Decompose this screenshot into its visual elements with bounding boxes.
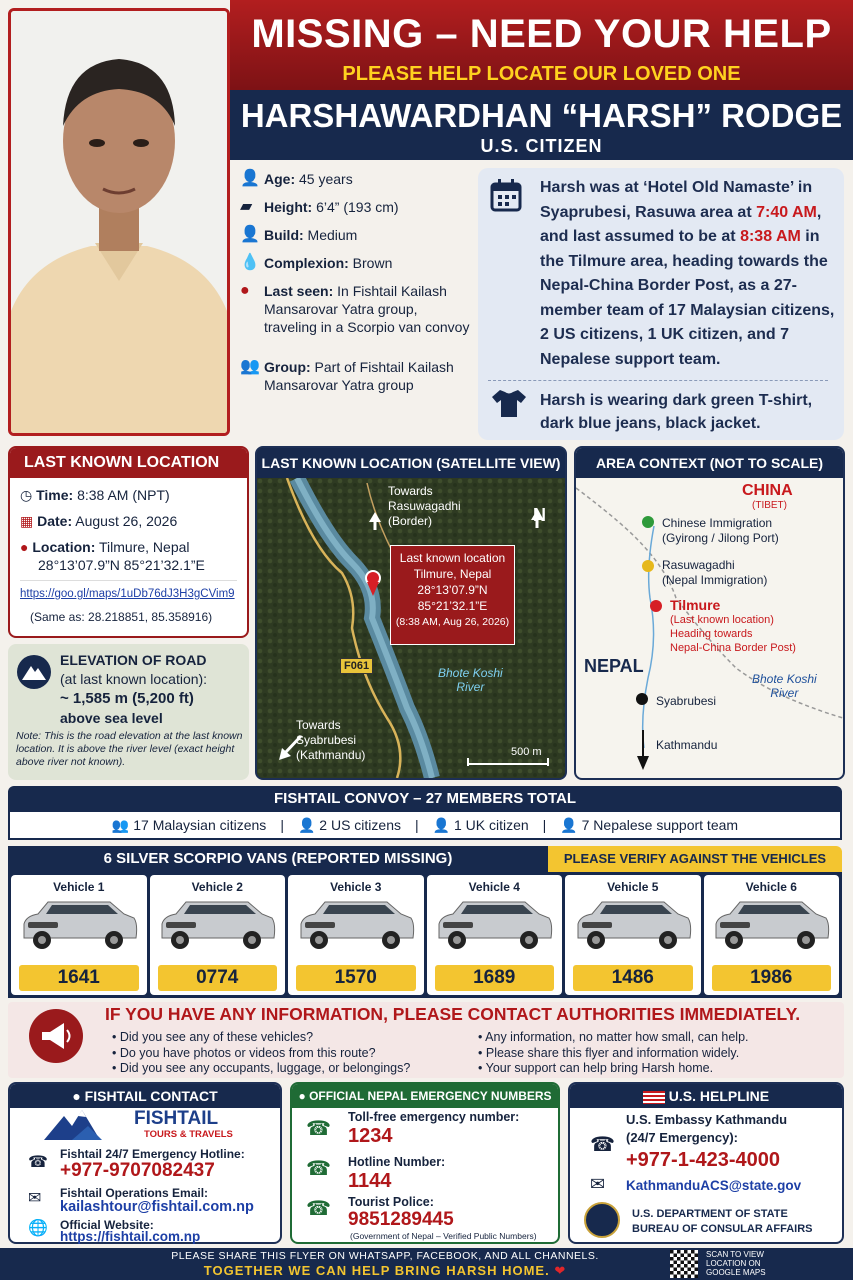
plate-badge: 1570 — [296, 965, 416, 991]
person-icon: 👤 — [240, 170, 260, 187]
cta-item: • Do you have photos or videos from this route? — [112, 1045, 376, 1060]
phone-icon: ☎ — [28, 1154, 48, 1171]
megaphone-icon — [28, 1008, 84, 1064]
person-icon: 👤 — [297, 816, 316, 833]
story-time: 7:40 AM — [756, 203, 817, 221]
person-icon: 👤 — [560, 816, 578, 833]
point-label: Tilmure (Last known location) Heading towards Nepal-China Border Post) — [670, 597, 796, 654]
time-label: Time: — [36, 487, 74, 503]
convoy-item: 👤 7 Nepalese support team — [560, 816, 739, 833]
vehicle-label: Vehicle 1 — [53, 880, 105, 894]
detail-label: Last seen: — [264, 283, 334, 299]
citizenship: U.S. CITIZEN — [480, 136, 603, 156]
detail-last-seen — [240, 282, 472, 358]
suv-icon — [152, 894, 282, 956]
phone-icon: ☎ — [306, 1118, 331, 1140]
detail-build — [240, 226, 472, 254]
email-label: Fishtail Operations Email: — [60, 1186, 209, 1200]
n3-number[interactable]: 9851289445 — [348, 1209, 454, 1230]
convoy-title: FISHTAIL CONVOY – 27 MEMBERS TOTAL — [8, 786, 842, 812]
us-title: U.S. HELPLINE — [570, 1084, 842, 1108]
n3-label: Tourist Police: — [348, 1195, 434, 1209]
elevation-value: ~ 1,585 m (5,200 ft) — [60, 690, 194, 707]
convoy-items — [8, 812, 842, 840]
detail-label: Height: — [264, 199, 313, 215]
detail-value: 45 years — [299, 171, 353, 187]
mail-icon: ✉ — [590, 1174, 606, 1194]
vehicle-label: Vehicle 3 — [330, 880, 382, 894]
detail-value: Medium — [307, 227, 358, 243]
vehicle-label: Vehicle 2 — [191, 880, 243, 894]
clock-icon: ◷ — [20, 487, 33, 503]
plate-badge: 0774 — [158, 965, 278, 991]
person-icon: 👤 — [432, 816, 451, 833]
point-label: Kathmandu — [656, 738, 718, 752]
mail-icon: ✉ — [28, 1190, 42, 1207]
phone-icon: ☎ — [306, 1158, 331, 1180]
verify-badge: PLEASE VERIFY AGAINST THE VEHICLES — [548, 846, 842, 872]
location-value: Tilmure, Nepal — [99, 539, 190, 555]
vehicle-label: Vehicle 5 — [607, 880, 659, 894]
phone-icon: ☎ — [306, 1198, 331, 1220]
pin-icon: ● — [20, 539, 29, 555]
web-label: Official Website: — [60, 1218, 154, 1232]
plate-badge: 1986 — [712, 965, 832, 991]
south-label: Towards Syabrubesi (Kathmandu) — [296, 718, 366, 762]
coords: 28°13’07.9”N 85°21’32.1”E — [38, 557, 205, 573]
compass-label: N — [533, 505, 546, 525]
story-divider — [488, 380, 828, 381]
globe-icon: 🌐 — [28, 1220, 48, 1237]
suv-icon — [291, 894, 421, 956]
detail-value: Part of Fishtail Kailash Mansarovar Yatra group — [264, 359, 454, 393]
us-embassy: U.S. Embassy Kathmandu — [626, 1112, 788, 1127]
popup-line: 28°13’07.9”N — [417, 583, 488, 597]
point-label: Syabrubesi — [656, 694, 717, 708]
popup-line: Tilmure, Nepal — [413, 567, 492, 581]
height-icon: ▰ — [240, 198, 253, 215]
us-dept: U.S. DEPARTMENT OF STATE — [632, 1208, 788, 1220]
date-label: Date: — [37, 513, 73, 529]
vehicle-label: Vehicle 4 — [468, 880, 520, 894]
cta-item: • Your support can help bring Harsh home. — [478, 1061, 714, 1075]
scale-label: 500 m — [511, 746, 542, 758]
convoy-item: 👥 17 Malaysian citizens — [111, 816, 267, 833]
detail-label: Build: — [264, 227, 304, 243]
email-link[interactable]: kailashtour@fishtail.com.np — [60, 1199, 254, 1215]
detail-label: Group: — [264, 359, 311, 375]
n1-label: Toll-free emergency number: — [348, 1110, 520, 1124]
cta-item: • Any information, no matter how small, can help. — [478, 1030, 749, 1044]
flag-icon — [643, 1091, 665, 1104]
story-part: Harsh was at ‘Hotel Old Namaste’ in Syaprubesi, Rasuwa area at — [540, 179, 813, 221]
detail-label: Complexion: — [264, 255, 349, 271]
cta-item: • Did you see any of these vehicles? — [112, 1030, 314, 1044]
elevation-sub: (at last known location): — [60, 671, 208, 687]
group-icon: 👥 — [111, 816, 130, 833]
separator: | — [542, 817, 547, 833]
location-row — [20, 538, 237, 556]
popup-line: Last known location — [399, 551, 506, 565]
hotline-number[interactable]: +977-9707082437 — [60, 1160, 215, 1181]
elevation-title: ELEVATION OF ROAD — [60, 652, 207, 668]
convoy-item: 👤 1 UK citizen — [432, 816, 529, 833]
river-label: Bhote Koshi River — [438, 666, 503, 694]
fishtail-title: ● FISHTAIL CONTACT — [10, 1084, 280, 1108]
details-list — [240, 170, 472, 398]
n2-label: Hotline Number: — [348, 1155, 446, 1169]
time-row — [20, 486, 237, 512]
vehicle-card — [150, 875, 286, 995]
story-text — [540, 176, 835, 372]
date-row — [20, 512, 237, 538]
separator: | — [280, 817, 284, 833]
plate-badge: 1641 — [19, 965, 139, 991]
detail-label: Age: — [264, 171, 296, 187]
cta-item: • Did you see any occupants, luggage, or belongings? — [112, 1061, 411, 1075]
n2-number[interactable]: 1144 — [348, 1170, 392, 1192]
fishtail-logo — [42, 1108, 122, 1142]
road-badge: F061 — [340, 658, 373, 674]
qr-caption: SCAN TO VIEW LOCATION ON GOOGLE MAPS — [706, 1250, 766, 1277]
person-photo — [8, 8, 230, 436]
person-icon: 👤 — [240, 226, 260, 243]
clothing-text: Harsh is wearing dark green T-shirt, dark blue jeans, black jacket. — [540, 392, 813, 432]
tshirt-icon — [490, 388, 528, 418]
elevation-unit: above sea level — [60, 710, 163, 726]
state-seal-icon — [584, 1202, 620, 1238]
detail-height — [240, 198, 472, 226]
cta-item: • Please share this flyer and information widely. — [478, 1045, 740, 1060]
phone-icon: ☎ — [590, 1134, 615, 1156]
plate-badge: 1486 — [573, 965, 693, 991]
detail-complexion — [240, 254, 472, 282]
vehicles-title: 6 SILVER SCORPIO VANS (REPORTED MISSING) — [8, 846, 548, 872]
river-label: Bhote Koshi River — [752, 672, 817, 700]
pin-icon: ● — [240, 282, 250, 299]
cta-title: IF YOU HAVE ANY INFORMATION, PLEASE CONTACT AUTHORITIES IMMEDIATELY. — [105, 1004, 801, 1024]
n1-number[interactable]: 1234 — [348, 1125, 393, 1147]
us-bureau: BUREAU OF CONSULAR AFFAIRS — [632, 1223, 813, 1235]
web-link[interactable]: https://fishtail.com.np — [60, 1229, 201, 1244]
person-name: HARSHAWARDHAN “HARSH” RODGE — [240, 97, 843, 134]
us-phone[interactable]: +977-1-423-4000 — [626, 1149, 781, 1171]
footer-line1: PLEASE SHARE THIS FLYER ON WHATSAPP, FACEBOOK, AND ALL CHANNELS. — [171, 1250, 599, 1262]
page-subtitle: PLEASE HELP LOCATE OUR LOVED ONE — [342, 63, 741, 85]
us-emergency: (24/7 Emergency): — [626, 1130, 738, 1145]
detail-age — [240, 170, 472, 198]
point-label: Rasuwagadhi (Nepal Immigration) — [662, 558, 768, 587]
footer-line2: TOGETHER WE CAN HELP BRING HARSH HOME. ❤ — [203, 1263, 567, 1278]
satellite-title: LAST KNOWN LOCATION (SATELLITE VIEW) — [257, 448, 565, 478]
nepal-title: ● OFFICIAL NEPAL EMERGENCY NUMBERS — [292, 1084, 558, 1108]
same-as: (Same as: 28.218851, 85.358916) — [30, 610, 213, 624]
story-part: in the Tilmure area, heading towards the Nepal-China Border Post, as a 27-member team of 17 Malaysian citizens, 2 US citizens, 1 UK citizen, and 7 Nepalese support team. — [540, 228, 835, 368]
elevation-note: Note: This is the road elevation at the last known location. It is above the river level (exact height above river not known). — [16, 730, 243, 768]
vehicle-card — [704, 875, 840, 995]
vehicle-card — [11, 875, 147, 995]
us-email[interactable]: KathmanduACS@state.gov — [626, 1178, 802, 1193]
hotline-label: Fishtail 24/7 Emergency Hotline: — [60, 1147, 245, 1161]
heart-icon: ❤ — [554, 1263, 567, 1278]
point-syabrubesi — [636, 693, 648, 705]
point-chinese-immigration — [642, 516, 654, 528]
popup-line: 85°21’32.1”E — [417, 599, 488, 613]
calendar-icon — [490, 178, 522, 212]
suv-icon — [429, 894, 559, 956]
detail-group — [240, 358, 472, 398]
nepal-note: (Government of Nepal – Verified Public Numbers) — [350, 1231, 537, 1241]
last-location-panel — [8, 446, 249, 638]
detail-value: Brown — [352, 255, 393, 271]
fishtail-brand: FISHTAIL — [134, 1108, 219, 1129]
detail-value: In Fishtail Kailash Mansarovar Yatra group, traveling in a Scorpio van convoy — [264, 283, 470, 335]
detail-value: 6’4” (193 cm) — [316, 199, 399, 215]
vehicle-strip — [8, 872, 842, 998]
convoy-item: 👤 2 US citizens — [297, 816, 401, 833]
last-location-title: LAST KNOWN LOCATION — [10, 448, 247, 478]
china-label: CHINA — [742, 482, 793, 499]
vehicle-card — [288, 875, 424, 995]
location-popup — [390, 545, 515, 645]
point-label: Chinese Immigration (Gyirong / Jilong Port) — [662, 516, 779, 545]
mountain-icon — [16, 654, 52, 690]
context-title: AREA CONTEXT (NOT TO SCALE) — [576, 448, 843, 478]
point-tilmure — [650, 600, 662, 612]
group-icon: 👥 — [240, 358, 260, 375]
north-label: Towards Rasuwagadhi (Border) — [388, 484, 461, 528]
page-title: MISSING – NEED YOUR HELP — [251, 12, 832, 56]
date-value: August 26, 2026 — [75, 513, 178, 529]
cta-right — [478, 1030, 749, 1077]
fishtail-brand-sub: TOURS & TRAVELS — [144, 1129, 233, 1140]
suv-icon — [706, 894, 836, 956]
vehicle-label: Vehicle 6 — [745, 880, 797, 894]
nepal-label: NEPAL — [584, 656, 644, 676]
cta-left — [112, 1030, 410, 1077]
vehicle-card — [565, 875, 701, 995]
popup-line: (8:38 AM, Aug 26, 2026) — [395, 616, 510, 628]
vehicle-card — [427, 875, 563, 995]
suv-icon — [14, 894, 144, 956]
location-label: Location: — [32, 539, 96, 555]
maps-link[interactable]: https://goo.gl/maps/1uDb76dJ3H3gCVim9 — [20, 580, 237, 603]
calendar-icon: ▦ — [20, 513, 34, 529]
drop-icon: 💧 — [240, 254, 260, 271]
plate-badge: 1689 — [435, 965, 555, 991]
qr-code[interactable] — [670, 1250, 698, 1278]
point-rasuwagadhi — [642, 560, 654, 572]
tibet-label: (TIBET) — [752, 500, 787, 511]
separator: | — [414, 817, 419, 833]
time-value: 8:38 AM (NPT) — [77, 487, 170, 503]
story-time: 8:38 AM — [740, 228, 801, 245]
suv-icon — [568, 894, 698, 956]
story-part: , and last assumed to be at — [540, 203, 822, 245]
